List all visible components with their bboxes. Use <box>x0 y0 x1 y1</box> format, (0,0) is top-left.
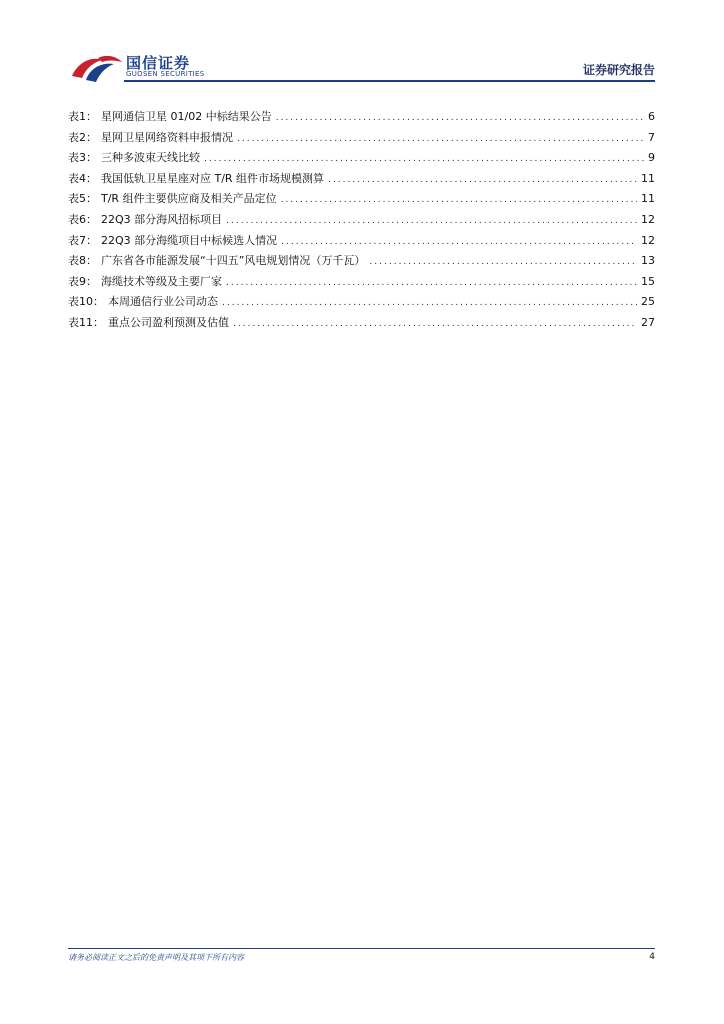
toc-entry-label: 表8： <box>68 254 97 268</box>
toc-entry-title: 广东省各市能源发展“十四五”风电规划情况（万千瓦） <box>101 254 366 268</box>
guosen-logo-icon <box>68 50 124 84</box>
dot-leader <box>369 257 637 267</box>
toc-entry[interactable] <box>68 190 655 211</box>
toc-entry[interactable] <box>68 149 655 170</box>
toc-entry-page: 12 <box>641 233 655 247</box>
dot-leader <box>222 298 637 308</box>
toc-entry[interactable] <box>68 232 655 253</box>
toc-entry-title: 星网卫星网络资料申报情况 <box>101 130 233 144</box>
dot-leader <box>226 216 637 226</box>
toc-entry-page: 13 <box>641 254 655 268</box>
toc-entry[interactable] <box>68 252 655 273</box>
toc-entry-title: 22Q3 部分海缆项目中标候选人情况 <box>101 233 278 247</box>
dot-leader <box>281 195 637 205</box>
report-type-label: 证券研究报告 <box>582 63 655 77</box>
toc-entry-title: 海缆技术等级及主要厂家 <box>101 274 222 288</box>
dot-leader <box>204 154 644 164</box>
toc-entry-label: 表7： <box>68 233 97 247</box>
toc-entry-label: 表6： <box>68 212 97 226</box>
brand-name-cn: 国信证券 <box>126 54 191 72</box>
toc-entry[interactable] <box>68 273 655 294</box>
dot-leader <box>281 237 637 247</box>
toc-entry-page: 9 <box>648 151 655 165</box>
disclaimer-note: 请务必阅读正文之后的免责声明及其项下所有内容 <box>68 953 244 962</box>
dot-leader <box>328 175 637 185</box>
dot-leader <box>233 319 637 329</box>
toc-entry[interactable] <box>68 314 655 335</box>
toc-entry-title: 我国低轨卫星星座对应 T/R 组件市场规模测算 <box>101 171 325 185</box>
toc-entry-page: 11 <box>641 192 655 206</box>
toc-entry-page: 25 <box>641 295 655 309</box>
toc-entry-page: 12 <box>641 212 655 226</box>
toc-entry[interactable] <box>68 108 655 129</box>
toc-entry-page: 7 <box>648 130 655 144</box>
toc-entry-title: 22Q3 部分海风招标项目 <box>101 212 223 226</box>
dot-leader <box>276 113 644 123</box>
toc-entry-page: 27 <box>641 315 655 329</box>
toc-entry-title: T/R 组件主要供应商及相关产品定位 <box>101 192 277 206</box>
toc-entry-label: 表10： <box>68 295 104 309</box>
toc-entry[interactable] <box>68 129 655 150</box>
toc-entry-label: 表1： <box>68 110 97 123</box>
page-header <box>68 48 655 84</box>
toc-entry[interactable] <box>68 211 655 232</box>
footer-divider <box>68 948 655 949</box>
toc-entry-label: 表9： <box>68 274 97 288</box>
toc-entry[interactable] <box>68 293 655 314</box>
dot-leader <box>226 278 637 288</box>
toc-entry-label: 表11： <box>68 315 104 329</box>
toc-entry-title: 星网通信卫星 01/02 中标结果公告 <box>101 110 272 123</box>
table-of-tables <box>68 108 655 335</box>
toc-entry-label: 表5： <box>68 192 97 206</box>
dot-leader <box>237 134 644 144</box>
toc-entry-label: 表3： <box>68 151 97 165</box>
toc-entry-label: 表4： <box>68 171 97 185</box>
toc-entry[interactable] <box>68 170 655 191</box>
header-divider <box>124 80 655 82</box>
toc-entry-page: 6 <box>648 110 655 123</box>
brand-name-en: GUOSEN SECURITIES <box>126 70 205 78</box>
toc-entry-title: 三种多波束天线比较 <box>101 151 200 165</box>
toc-entry-label: 表2： <box>68 130 97 144</box>
toc-entry-title: 重点公司盈利预测及估值 <box>108 315 229 329</box>
page-number: 4 <box>649 952 655 962</box>
toc-entry-page: 11 <box>641 171 655 185</box>
toc-entry-page: 15 <box>641 274 655 288</box>
toc-entry-title: 本周通信行业公司动态 <box>108 295 218 309</box>
